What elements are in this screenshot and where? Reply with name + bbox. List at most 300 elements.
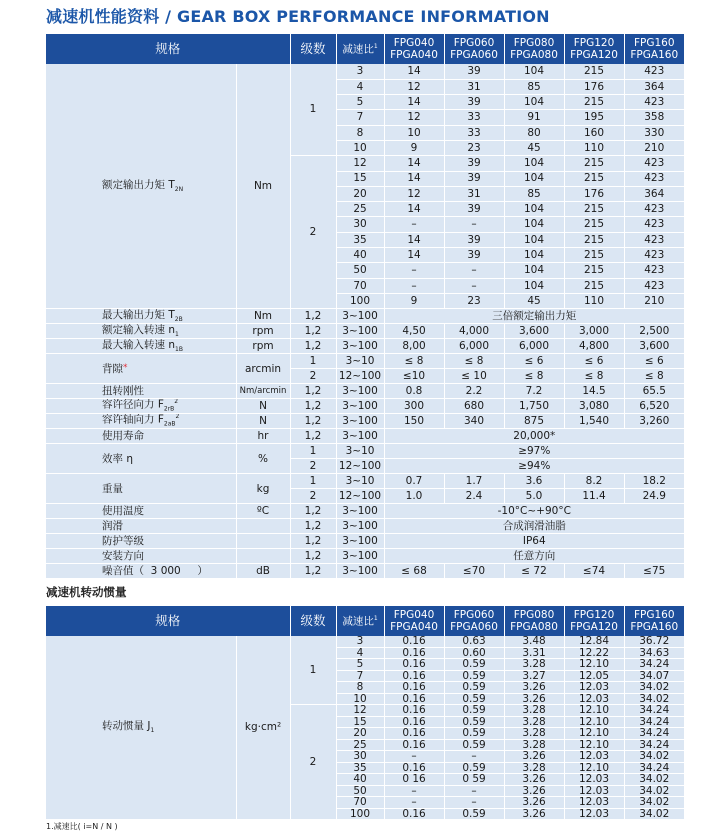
- value: –: [384, 751, 444, 763]
- value: 4,50: [384, 324, 444, 339]
- header-model: FPG080 FPGA080: [504, 34, 564, 64]
- stage: 1,2: [290, 399, 336, 414]
- stage: 1,2: [290, 519, 336, 534]
- lube-label: 润滑: [46, 519, 236, 534]
- value: 2.4: [444, 489, 504, 504]
- value: 0.8: [384, 384, 444, 399]
- value: 0.59: [444, 682, 504, 694]
- value: 3.28: [504, 705, 564, 717]
- value: 85: [504, 186, 564, 201]
- value: 195: [564, 110, 624, 125]
- ratio: 30: [336, 751, 384, 763]
- ratio: 15: [336, 171, 384, 186]
- unit: Nm/arcmin: [236, 384, 290, 399]
- value: 0.16: [384, 659, 444, 671]
- inertia-label: 转动惯量 $J_1$: [46, 636, 236, 820]
- ratio: 50: [336, 785, 384, 797]
- value: 104: [504, 95, 564, 110]
- value: 14: [384, 232, 444, 247]
- value: 8.2: [564, 474, 624, 489]
- value: ≤ 6: [564, 354, 624, 369]
- value: 3.26: [504, 797, 564, 809]
- value: 3.26: [504, 682, 564, 694]
- ratio: 10: [336, 140, 384, 155]
- value: ≤ 8: [444, 354, 504, 369]
- stage: 1: [290, 636, 336, 705]
- ratio: 25: [336, 739, 384, 751]
- ratio: 3~100: [336, 399, 384, 414]
- value: 91: [504, 110, 564, 125]
- header-spec: 规格: [46, 34, 290, 64]
- value: 3.27: [504, 670, 564, 682]
- value: 12.03: [564, 693, 624, 705]
- value: 12: [384, 186, 444, 201]
- value: 3.28: [504, 716, 564, 728]
- footnote: 1.减速比( i=N / N ): [46, 822, 118, 831]
- backlash-label: 背隙*: [46, 354, 236, 384]
- ratio: 3~100: [336, 504, 384, 519]
- ratio: 12~100: [336, 489, 384, 504]
- stage: 2: [290, 489, 336, 504]
- unit: rpm: [236, 324, 290, 339]
- value: 11.4: [564, 489, 624, 504]
- table-row: [46, 354, 684, 369]
- ratio: 10: [336, 693, 384, 705]
- value: 34.24: [624, 716, 684, 728]
- value: 34.63: [624, 647, 684, 659]
- value: 3.26: [504, 808, 564, 820]
- value: 12.05: [564, 670, 624, 682]
- value: 39: [444, 95, 504, 110]
- stage: 1,2: [290, 324, 336, 339]
- value: 31: [444, 79, 504, 94]
- ratio: 3~100: [336, 339, 384, 354]
- value: 34.02: [624, 693, 684, 705]
- mounting-label: 安装方向: [46, 549, 236, 564]
- value: 10: [384, 125, 444, 140]
- life-label: 使用寿命: [46, 429, 236, 444]
- ratio: 3: [336, 64, 384, 79]
- value: –: [444, 797, 504, 809]
- stage: 1,2: [290, 564, 336, 579]
- value: 33: [444, 110, 504, 125]
- value: 85: [504, 79, 564, 94]
- value: ≤ 8: [384, 354, 444, 369]
- value: 39: [444, 248, 504, 263]
- value: 2,500: [624, 324, 684, 339]
- value: 3.28: [504, 762, 564, 774]
- value: 65.5: [624, 384, 684, 399]
- table-row: [46, 429, 684, 444]
- inertia-section-title: 减速机转动惯量: [46, 585, 127, 599]
- protection-label: 防护等级: [46, 534, 236, 549]
- rated-speed-label: 额定输入转速 $n_1$: [46, 324, 236, 339]
- value: -10°C~+90°C: [384, 504, 684, 519]
- value: 0.16: [384, 693, 444, 705]
- table-row: [46, 64, 684, 79]
- stage: 2: [290, 705, 336, 820]
- value: 5.0: [504, 489, 564, 504]
- max-torque-label: 最大输出力矩 $T_{2B}$: [46, 309, 236, 324]
- value: 358: [624, 110, 684, 125]
- efficiency-label: 效率 η: [46, 444, 236, 474]
- ratio: 5: [336, 95, 384, 110]
- value: 12.10: [564, 705, 624, 717]
- value: 3,080: [564, 399, 624, 414]
- value: –: [384, 263, 444, 278]
- value: 9: [384, 293, 444, 308]
- value: 0.59: [444, 762, 504, 774]
- value: 14: [384, 156, 444, 171]
- value: 0.60: [444, 647, 504, 659]
- value: 34.02: [624, 774, 684, 786]
- value: 423: [624, 202, 684, 217]
- header-stage: 级数: [290, 34, 336, 64]
- value: 1.7: [444, 474, 504, 489]
- ratio: 7: [336, 110, 384, 125]
- value: 34.24: [624, 705, 684, 717]
- ratio: 70: [336, 797, 384, 809]
- value: 104: [504, 263, 564, 278]
- stage: 1,2: [290, 549, 336, 564]
- ratio: 8: [336, 125, 384, 140]
- ratio: 12: [336, 705, 384, 717]
- axial-force-label: 容许轴向力 $F_{2aB}^2$: [46, 414, 236, 429]
- value: 215: [564, 202, 624, 217]
- unit: N: [236, 414, 290, 429]
- ratio: 3~100: [336, 414, 384, 429]
- unit: hr: [236, 429, 290, 444]
- unit: rpm: [236, 339, 290, 354]
- ratio: 25: [336, 202, 384, 217]
- weight-label: 重量: [46, 474, 236, 504]
- value: 6,000: [504, 339, 564, 354]
- value: 215: [564, 156, 624, 171]
- table-row: [46, 564, 684, 579]
- value: 423: [624, 278, 684, 293]
- table-row: [46, 324, 684, 339]
- value: 3.28: [504, 659, 564, 671]
- unit: kg: [236, 474, 290, 504]
- value: 0.59: [444, 693, 504, 705]
- ratio: 3~100: [336, 549, 384, 564]
- torque-label: 额定输出力矩 $T_{2N}$: [46, 64, 236, 309]
- value: 1.0: [384, 489, 444, 504]
- value: 0.16: [384, 647, 444, 659]
- value: 110: [564, 140, 624, 155]
- value: 110: [564, 293, 624, 308]
- ratio: 40: [336, 248, 384, 263]
- value: 1,750: [504, 399, 564, 414]
- value: 31: [444, 186, 504, 201]
- value: 3.48: [504, 636, 564, 647]
- value: 34.02: [624, 797, 684, 809]
- value: 34.02: [624, 751, 684, 763]
- value: 12.03: [564, 785, 624, 797]
- stage: 1,2: [290, 339, 336, 354]
- value: ≥97%: [384, 444, 684, 459]
- value: 2.2: [444, 384, 504, 399]
- value: ≤ 8: [564, 369, 624, 384]
- header-model: FPG040 FPGA040: [384, 606, 444, 636]
- ratio: 40: [336, 774, 384, 786]
- value: 423: [624, 95, 684, 110]
- value: 34.07: [624, 670, 684, 682]
- ratio: 8: [336, 682, 384, 694]
- value: ≤ 8: [624, 369, 684, 384]
- unit: kg·cm²: [236, 636, 290, 820]
- ratio: 30: [336, 217, 384, 232]
- table-row: [46, 339, 684, 354]
- ratio: 3~100: [336, 534, 384, 549]
- value: 45: [504, 140, 564, 155]
- value: 215: [564, 171, 624, 186]
- value: 160: [564, 125, 624, 140]
- value: IP64: [384, 534, 684, 549]
- radial-force-label: 容许径向力 $F_{2rB}^2$: [46, 399, 236, 414]
- value: 39: [444, 202, 504, 217]
- value: 4,000: [444, 324, 504, 339]
- value: 12.03: [564, 751, 624, 763]
- value: ≤10: [384, 369, 444, 384]
- value: –: [444, 263, 504, 278]
- table-row: [46, 309, 684, 324]
- unit: %: [236, 444, 290, 474]
- value: 104: [504, 202, 564, 217]
- ratio: 20: [336, 186, 384, 201]
- table-row: [46, 384, 684, 399]
- value: 215: [564, 95, 624, 110]
- value: 0.63: [444, 636, 504, 647]
- value: ≤74: [564, 564, 624, 579]
- value: 39: [444, 64, 504, 79]
- unit: dB: [236, 564, 290, 579]
- value: 364: [624, 186, 684, 201]
- stage: 1: [290, 474, 336, 489]
- value: 6,000: [444, 339, 504, 354]
- header-model: FPG160 FPGA160: [624, 606, 684, 636]
- value: 36.72: [624, 636, 684, 647]
- value: 12.10: [564, 728, 624, 740]
- value: 3.28: [504, 739, 564, 751]
- table-row: [46, 636, 684, 647]
- value: 3.31: [504, 647, 564, 659]
- value: 合成润滑油脂: [384, 519, 684, 534]
- table-row: [46, 399, 684, 414]
- value: ≥94%: [384, 459, 684, 474]
- stage: 1,2: [290, 429, 336, 444]
- value: 12.03: [564, 774, 624, 786]
- unit: arcmin: [236, 354, 290, 384]
- value: 0.16: [384, 808, 444, 820]
- value: ≤ 6: [504, 354, 564, 369]
- table-row: [46, 504, 684, 519]
- stage: 1: [290, 354, 336, 369]
- unit: N: [236, 399, 290, 414]
- value: 34.24: [624, 728, 684, 740]
- ratio: 70: [336, 278, 384, 293]
- ratio: 100: [336, 808, 384, 820]
- header-spec: 规格: [46, 606, 290, 636]
- ratio: 100: [336, 293, 384, 308]
- ratio: 50: [336, 263, 384, 278]
- value: 215: [564, 278, 624, 293]
- value: 104: [504, 171, 564, 186]
- ratio: 35: [336, 232, 384, 247]
- value: 14: [384, 248, 444, 263]
- header-model: FPG120 FPGA120: [564, 606, 624, 636]
- value: 423: [624, 263, 684, 278]
- value: –: [384, 217, 444, 232]
- value: 423: [624, 232, 684, 247]
- value: ≤75: [624, 564, 684, 579]
- value: –: [444, 217, 504, 232]
- value: 875: [504, 414, 564, 429]
- value: 20,000*: [384, 429, 684, 444]
- value: 1,540: [564, 414, 624, 429]
- ratio: 3~10: [336, 354, 384, 369]
- value: 104: [504, 248, 564, 263]
- value: ≤70: [444, 564, 504, 579]
- value: 12: [384, 110, 444, 125]
- value: 0.59: [444, 705, 504, 717]
- ratio: 3: [336, 636, 384, 647]
- ratio: 3~100: [336, 384, 384, 399]
- ratio: 12~100: [336, 459, 384, 474]
- value: 104: [504, 278, 564, 293]
- value: 215: [564, 217, 624, 232]
- value: 0.59: [444, 716, 504, 728]
- ratio: 5: [336, 659, 384, 671]
- header-ratio: 减速比$^1$: [336, 34, 384, 64]
- unit: [236, 534, 290, 549]
- header-model: FPG040 FPGA040: [384, 34, 444, 64]
- ratio: 3~100: [336, 324, 384, 339]
- value: 104: [504, 232, 564, 247]
- value: 14: [384, 95, 444, 110]
- value: 3.26: [504, 785, 564, 797]
- value: 3,600: [624, 339, 684, 354]
- value: –: [384, 785, 444, 797]
- value: 14: [384, 64, 444, 79]
- value: 12: [384, 79, 444, 94]
- value: 0.16: [384, 716, 444, 728]
- value: 0.59: [444, 659, 504, 671]
- ratio: 3~100: [336, 519, 384, 534]
- value: 0.16: [384, 705, 444, 717]
- value: 三倍额定输出力矩: [384, 309, 684, 324]
- stage: 1: [290, 444, 336, 459]
- value: 680: [444, 399, 504, 414]
- value: 3.26: [504, 693, 564, 705]
- stage: 1,2: [290, 534, 336, 549]
- value: –: [384, 278, 444, 293]
- header-model: FPG060 FPGA060: [444, 606, 504, 636]
- value: 3.28: [504, 728, 564, 740]
- value: 104: [504, 217, 564, 232]
- value: –: [444, 751, 504, 763]
- stage: 2: [290, 156, 336, 309]
- value: 215: [564, 248, 624, 263]
- value: 6,520: [624, 399, 684, 414]
- stage: 1,2: [290, 309, 336, 324]
- header-ratio: 减速比$^1$: [336, 606, 384, 636]
- unit: Nm: [236, 64, 290, 309]
- value: 8,00: [384, 339, 444, 354]
- value: 34.02: [624, 808, 684, 820]
- value: 34.02: [624, 785, 684, 797]
- value: 0.16: [384, 670, 444, 682]
- value: 12.03: [564, 682, 624, 694]
- value: 0.59: [444, 808, 504, 820]
- ratio: 15: [336, 716, 384, 728]
- value: 210: [624, 140, 684, 155]
- value: ≤ 68: [384, 564, 444, 579]
- unit: Nm: [236, 309, 290, 324]
- ratio: 12: [336, 156, 384, 171]
- performance-table: [46, 34, 684, 579]
- value: 39: [444, 232, 504, 247]
- table-row: [46, 474, 684, 489]
- max-speed-label: 最大输入转速 $n_{1B}$: [46, 339, 236, 354]
- value: 0.16: [384, 682, 444, 694]
- table-row: [46, 549, 684, 564]
- stage: 1,2: [290, 504, 336, 519]
- value: 45: [504, 293, 564, 308]
- stage: 1: [290, 64, 336, 156]
- unit: [236, 519, 290, 534]
- value: 3,000: [564, 324, 624, 339]
- value: 34.24: [624, 659, 684, 671]
- ratio: 20: [336, 728, 384, 740]
- value: 34.24: [624, 762, 684, 774]
- temp-label: 使用温度: [46, 504, 236, 519]
- value: 0.16: [384, 728, 444, 740]
- header-stage: 级数: [290, 606, 336, 636]
- value: 23: [444, 140, 504, 155]
- value: 423: [624, 64, 684, 79]
- value: 3,260: [624, 414, 684, 429]
- ratio: 3~100: [336, 429, 384, 444]
- value: 210: [624, 293, 684, 308]
- value: 12.10: [564, 659, 624, 671]
- ratio: 3~10: [336, 444, 384, 459]
- value: 0.16: [384, 762, 444, 774]
- stage: 1,2: [290, 384, 336, 399]
- value: –: [444, 278, 504, 293]
- value: 12.84: [564, 636, 624, 647]
- value: 104: [504, 64, 564, 79]
- value: 3.26: [504, 751, 564, 763]
- value: 80: [504, 125, 564, 140]
- value: 12.10: [564, 762, 624, 774]
- ratio: 7: [336, 670, 384, 682]
- value: 423: [624, 171, 684, 186]
- ratio: 4: [336, 647, 384, 659]
- ratio: 3~100: [336, 564, 384, 579]
- table-row: [46, 519, 684, 534]
- table-row: [46, 444, 684, 459]
- header-model: FPG160 FPGA160: [624, 34, 684, 64]
- value: 3,600: [504, 324, 564, 339]
- value: 215: [564, 263, 624, 278]
- value: 12.03: [564, 808, 624, 820]
- value: 3.26: [504, 774, 564, 786]
- ratio: 4: [336, 79, 384, 94]
- table-row: [46, 414, 684, 429]
- value: 任意方向: [384, 549, 684, 564]
- inertia-table: [46, 606, 684, 820]
